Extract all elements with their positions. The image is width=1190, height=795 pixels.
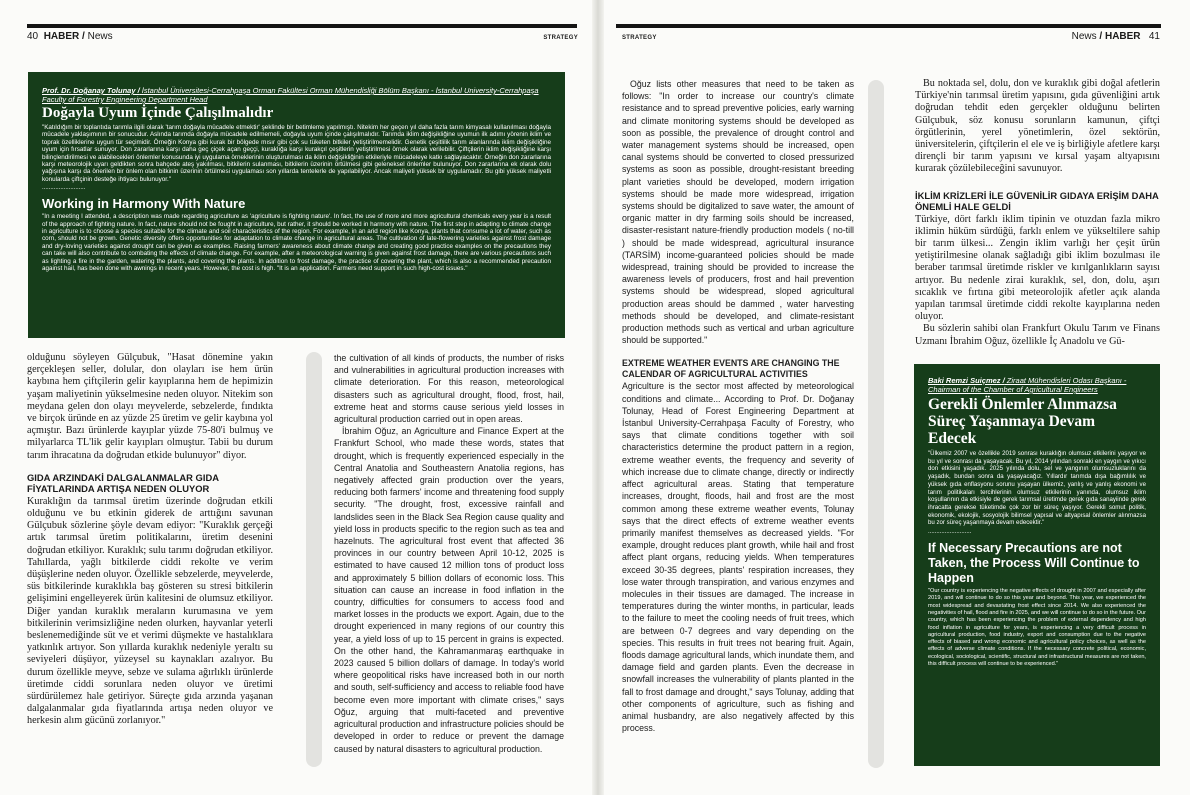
right-page-header [1000,31,1160,43]
paragraph: Türkiye, dört farklı iklim tipinin ve otuzdan fazla mikro iklimin hüküm sürdüğü, farklı enlem ve yükseltilere sahip bir tarım ülkesi... Zengin iklim varlığı her çeşit ürün yetiştirilmesine olanak sağladığı gibi iklim bozulması ile beraber tarımsal üretimde riskler ve kırılganlıkların sayısı artıyor. Bu nedenle zirai kuraklık, sel, don, dolu, aşırı sıcaklık ve fırtına gibi meteorolojik afetler açık alanda yapılan tarımsal üretimde ciddi rekolte kayıplarına neden oluyor. [915,213,1160,323]
right-header-rule [616,24,1161,28]
paragraph: Kuraklığın da tarımsal üretim üzerinde doğrudan etkili olduğunu ve bu etkinin giderek de arttığını savunan Gülçubuk sözlerine şöyle devam ediyor: "Kuraklık gerçeği artık tarımsal üretim politikalarını, üretim desenini doğrudan etkiliyor. Kuraklık; sulu tarımı doğrudan etkiliyor. Tahıllarda, yağlı bitkilerde ciddi rekolte ve verim düşüşlerine neden oluyor. Özellikle sebzelerde, meyvelerde, süs bitkilerinde kuraklıkla baş gösteren su stresi bitkilerin gelişimini engelleyerek ürün kalitesini de olumsuz etkiliyor. Diğer yandan kuraklık meraların kurumasına ve yem bitkilerinin verimsizliğine neden olurken, hayvanlar yeterli beslenemediğinde süt ve et verimi düşmekte ve hastalıklara yatkınlık artıyor. Son yıllarda kuraklık nedeniyle yeraltı su seviyeleri düşüyor, yüzeysel su kaynakları azalıyor. Bu durum özellikle meyve, sebze ve sulama ağırlıklı ürünlerde üretimde ciddi sorunlara neden oluyor ve üretimi sürdürülemez hale getiriyor. Süreçte gıda arzında yaşanan dalgalanmalar gıda fiyatlarında artışa neden oluyor ve herkesin alım gücünü zorlanıyor." [27,495,273,727]
section-name: News [1071,31,1097,42]
paragraph: İbrahim Oğuz, an Agriculture and Finance Expert at the Frankfurt School, who made these words, states that drought, which is frequently experienced especially in the Central Anatolia and Southeastern Anatolia regions, has negatively affected grain production over the years, reducing both farmers' income and threatening food supply security. "The drought, frost, excessive rainfall and landslides seen in the Black Sea Region cause quality and yield loss in products specific to the region such as tea and hazelnuts. The agricultural frost event that affected 36 provinces in our country between April 10-12, 2025 is estimated to have caused 12 million tons of product loss and approximately 5 billion dollars of economic loss. This situation can cause an increase in food inflation in the country, difficulties for consumers to access food and market losses in the products we export. Again, due to the drought experienced in many regions of our country this year, a yield loss of up to 15 percent in grains is expected. On the other hand, the Kahramanmaraş earthquake in 2023 caused 5 billion dollars of damage. In today's world where geopolitical risks have increased both in our north and south, self-sufficiency and access to reliable food have become even more important with climate crises," says Oğuz, arguing that multi-faceted and preventive agricultural production and infrastructure policies should be developed in order to reduce or prevent the damage caused by natural disasters to agricultural production. [334,426,564,754]
column-1 [27,352,273,772]
header-separator: / [1096,31,1105,42]
decorative-bar [306,352,322,767]
box-title-tr: Doğayla Uyum İçinde Çalışılmalıdır [42,105,274,121]
paragraph: Oğuz lists other measures that need to be taken as follows: "In order to increase our country's climate resistance and to spread preventive policies, early warning and climate monitoring systems should be developed as soon as possible, the prevalence of drought control and water management systems should be increased, open canal systems should be converted to closed pressurized systems as soon as possible, drought-resistant breeding plant varieties should be developed, modern irrigation systems should be made more widespread, irrigation systems should be digitalized to save water, the amount of organic matter in dry farming soils should be increased, disaster-resistant nature-friendly production models ( no-till ) should be made widespread, agricultural insurance (TARSİM) income-guaranteed policies should be made widespread, training should be provided to increase the awareness levels of producers, frost and hail prevention systems should be widespread, sloped agricultural production areas should be dammed , water harvesting methods should be developed, and climate-resistant production methods such as vertical and urban agriculture should be supported." [622,79,854,346]
byline-name: Prof. Dr. Doğanay Tolunay / [42,86,140,95]
strategy-label: STRATEGY [543,35,578,41]
box-title-en: Working in Harmony With Nature [42,196,246,212]
box-title-en: If Necessary Precautions are not Taken, the Process Will Continue to Happen [928,541,1140,586]
box-divider: .......................... [42,185,86,192]
paragraph: Bu noktada sel, dolu, don ve kuraklık gibi doğal afetlerin Türkiye'nin tarımsal üretim yapısını, gıda güvenliğini artık doğrudan tehdit eden gerçekler olduğunu belirten Gülçubuk, söz konusu sorunların kamunun, çiftçi örgütlerinin, yerel yönetimlerin, özel sektörün, üniversitelerin, çiftçilerin el ele ve iş birliğiyle afetlere karşı dirençli bir tarım yapısını ve kırsal yaşam altyapısını kurarak çözülebileceğini savunuyor. [915,78,1160,175]
magazine-name: HABER [1104,31,1141,42]
interview-box-suicmez [914,364,1160,766]
byline-title: İstanbul Üniversitesi-Cerrahpaşa Orman Fakültesi Orman Mühendisliği Bölüm Başkanı - İstanbul University-Cerrahpaşa Faculty of Forestry Engineering Department Head [42,86,539,104]
column-3 [622,78,854,772]
left-header-rule [27,24,577,28]
right-section-tag [622,31,682,43]
strategy-label: STRATEGY [622,35,657,41]
paragraph: olduğunu söyleyen Gülçubuk, "Hasat dönemine yakın gerçekleşen seller, dolular, don olayları ise hem ürün kaybına hem çiftçilerin gelir kayıplarına hem de hepimizin yaşam maliyetinin yükselmesine neden oluyor. Nitekim son meydana gelen don olayı meyvelerde, sebzelerde, fındıkta ve birçok üründe en az yüzde 25 üretim ve gelir kaybına yol açmıştır. Bazı ürünlerde kayıplar yüzde 75-80'i bulmuş ve milyarlarca TL'lik gelir kayıpları olmuştur. Tabii bu durum tarım ihracatına da doğrudan etkide bulunuyor" diyor. [27,352,273,461]
decorative-bar [868,80,884,768]
byline-title: Ziraat Mühendisleri Odası Başkanı - Chairman of the Chamber of Agricultural Engineers [928,376,1127,394]
left-section-tag [528,31,578,43]
section-heading: GIDA ARZINDAKİ DALGALANMALAR GIDA FİYATLARINDA ARTIŞA NEDEN OLUYOR [27,471,219,494]
paragraph: the cultivation of all kinds of products, the number of risks and vulnerabilities in agricultural production increases with climate deterioration. For this reason, meteorological disasters such as agricultural drought, flood, frost, hail, extreme heat and storms cause serious yield losses in agricultural production carried out in open areas. [334,353,564,425]
paragraph: Agriculture is the sector most affected by meteorological conditions and climate... According to Prof. Dr. Doğanay Tolunay, Head of Forest Engineering Department at İstanbul University-Cerrahpaşa Faculty of Forestry, who says that climate conditions together with soil characteristics determine the product pattern in a region, extreme weather events, the frequency and severity of which increase due to climate change, directly or indirectly affect agricultural areas. Stating that temperature increases, drought, floods, hail and frost are the most common among these extreme weather events, Tolunay says that the direct effects of extreme weather events primarily manifest themselves as decreased yields. "For example, drought reduces plant growth, while hail and frost affect plant organs, reducing yields. When temperatures exceed 30-35 degrees, plants' respiration increases, they lose water through transpiration, and various enzymes and molecules in their tissues are damaged. The increase in temperatures during the winter months, in particular, leads to the failure to meet the cooling needs of fruit trees, which are between 0-7 degrees and vary depending on the species. This results in fruit trees not bearing fruit. Again, floods damage agricultural lands, which inundate them, and damage field and garden plants. Even the decrease in snowfall increases the vulnerability of plants planted in the fall to frost damage and drought," says Tolunay, adding that other components of agriculture, such as fishing and animal husbandry, are also negatively affected by this process. [622,381,854,734]
box-title-tr: Gerekli Önlemler Alınmazsa Süreç Yaşanmaya Devam Edecek [928,396,1117,447]
left-page-header [27,31,167,43]
box-body-en: "In a meeting I attended, a description was made regarding agriculture as 'agriculture is fighting nature'. In fact, the use of more and more agricultural chemicals every year is a result of the approach of fighting nature. In fact, nature should not be fought in agriculture, but rather, it should be worked in harmony with nature. The first step in adapting to climate change in agriculture is to choose a species suitable for the climate and soil characteristics of the region. For example, in an arid region like Konya, plants that consume a lot of water, such as corn, should not be grown. Genetic diversity offers opportunities for adaptation to climate change in agricultural areas. The cultivation of late-flowering varieties against frost damage and dry-loving varieties against drought can be given as examples. Raising farmers' awareness about climate change and creating good practice examples on the precautions they can take will also contribute to combating the effects of climate change. For example, after a meteorological warning is given against frost damage, there are various precautions such as lighting a fire in the garden, watering the plants, and covering the plants. In addition to frost damage, the practice of covering the plant, which is also a recommended precaution against hail, has been done with awnings in recent years. However, the cost is high. "It is an application. Farmers need support in such high-cost issues." [42,213,551,273]
section-heading: İKLİM KRİZLERİ İLE GÜVENİLİR GIDAYA ERİŞİM DAHA ÖNEMLİ HALE GELDİ [915,189,1159,212]
box-body-en: "Our country is experiencing the negative effects of drought in 2007 and especially after 2019, and will continue to do so this year and beyond. This year, we experienced the most widespread and devastating frost effect since 2014. We also experienced the negativities of hail, flood and fire in 2025, and we will continue to do so in the future. Our country, which has been experiencing the problem of external dependency and high food inflation in agriculture for years, is experiencing a very difficult process in agricultural production, food industry, export and consumption due to the negative effects of biased and wrong economic and agricultural policy choices, as well as the effects of adverse climate conditions. If the necessary concrete political, economic, ecological, sociological, scientific, structural and infrastructural measures are not taken, this difficult process will continue to be experienced." [928,588,1146,667]
page-gutter [592,0,604,795]
box-body-tr: "Ülkemiz 2007 ve özellikle 2019 sonrası kuraklığın olumsuz etkilerini yaşıyor ve bu yıl ve sonrası da yaşayacak. Bu yıl, 2014 yılından sonraki en yaygın ve yıkıcı don etkisini yaşadık. 2025 yılında dolu, sel ve yangının olumsuzluklarını da yaşadık, bundan sonra da yaşayacağız. Yıllardır tarımda dışa bağımlılık ve yüksek gıda enflasyonu sorunu yaşayan ülkemiz, yanlış ve yanlış ekonomi ve tarım politikaları tercihlerinin olumsuz etkilerinin yanında, olumsuz iklim koşullarının da etkisiyle de gerek tarımsal üretimde gerek gıda sanayiinde gerek ihracatta gerekse tüketimde çok zor bir süreç yaşıyor. Gerekli somut politik, ekonomik, ekolojik, sosyolojik bilimsel yapısal ve altyapısal önlemler alınmazsa bu zor süreç yaşanmaya devam edecektir." [928,450,1146,527]
column-2 [334,352,564,772]
paragraph: Bu sözlerin sahibi olan Frankfurt Okulu Tarım ve Finans Uzmanı İbrahim Oğuz, özellikle İç Anadolu ve Gü- [915,323,1160,347]
page-number: 41 [1148,31,1160,42]
byline [928,376,1146,394]
byline [42,86,551,104]
box-divider: .......................... [928,529,972,536]
magazine-name: HABER [43,31,80,42]
column-4 [915,78,1160,356]
box-body-tr: "Katıldığım bir toplantıda tarımla ilgili olarak 'tarım doğayla mücadele etmektir' şeklinde bir betimleme yapılmıştı. Nitekim her geçen yıl daha fazla tarım kimyasalı kullanılması doğayla mücadele yaklaşımının bir sonucudur. Aslında tarımda doğayla mücadele edilmemeli, doğayla uyum içinde çalışılmalıdır. Tarımda iklim değişikliğine uyumun ilk adımı yörenin iklim ve toprak özelliklerine uygun tür seçimidir. Örneğin Konya gibi kurak bir bölgede mısır gibi çok su tüketen bitkiler yetiştirilmemelidir. Genetik çeşitlilik tarım alanlarında iklim değişikliğine uyum için fırsatlar sunuyor. Don zararlarına karşı daha geç çiçek açan geççi, kuraklığa karşı kurakçıl çeşitlerin yetiştirilmesi örnek olarak verilebilir. Çiftçilerin iklim değişikliğine karşı bilinçlendirilmesi ve alabilecekleri önlemler konusunda iyi uygulama örneklerinin oluşturulması da iklim değişikliğinin etkileriyle mücadeleye katkı sağlayacaktır. Örneğin don zararlarına karşı meteorolojik uyarı geldikten sonra bahçede ateş yakılması, bitkilerin sulanması, bitkilerin üzerinin örtülmesi gibi geleneksel önlemler bulunuyor. Don zararlarına ek olarak dolu yağışına karşı da önerilen bir önlem olan bitkinin üzerinin örtülmesi uygulaması son yıllarda tentelerle de yapılabiliyor. Ancak maliyeti yüksek bir uygulamadır. Bu gibi yüksek maliyetli konularda çiftçinin desteğe ihtiyacı bulunuyor." [42,124,551,183]
section-heading: EXTREME WEATHER EVENTS ARE CHANGING THE CALENDAR OF AGRICULTURAL ACTIVITIES [622,358,840,380]
byline-name: Baki Remzi Suiçmez / [928,376,1005,385]
page-number: 40 [27,31,39,42]
header-separator: / [79,31,88,42]
interview-box-tolunay [28,72,565,338]
section-name: News [87,31,113,42]
